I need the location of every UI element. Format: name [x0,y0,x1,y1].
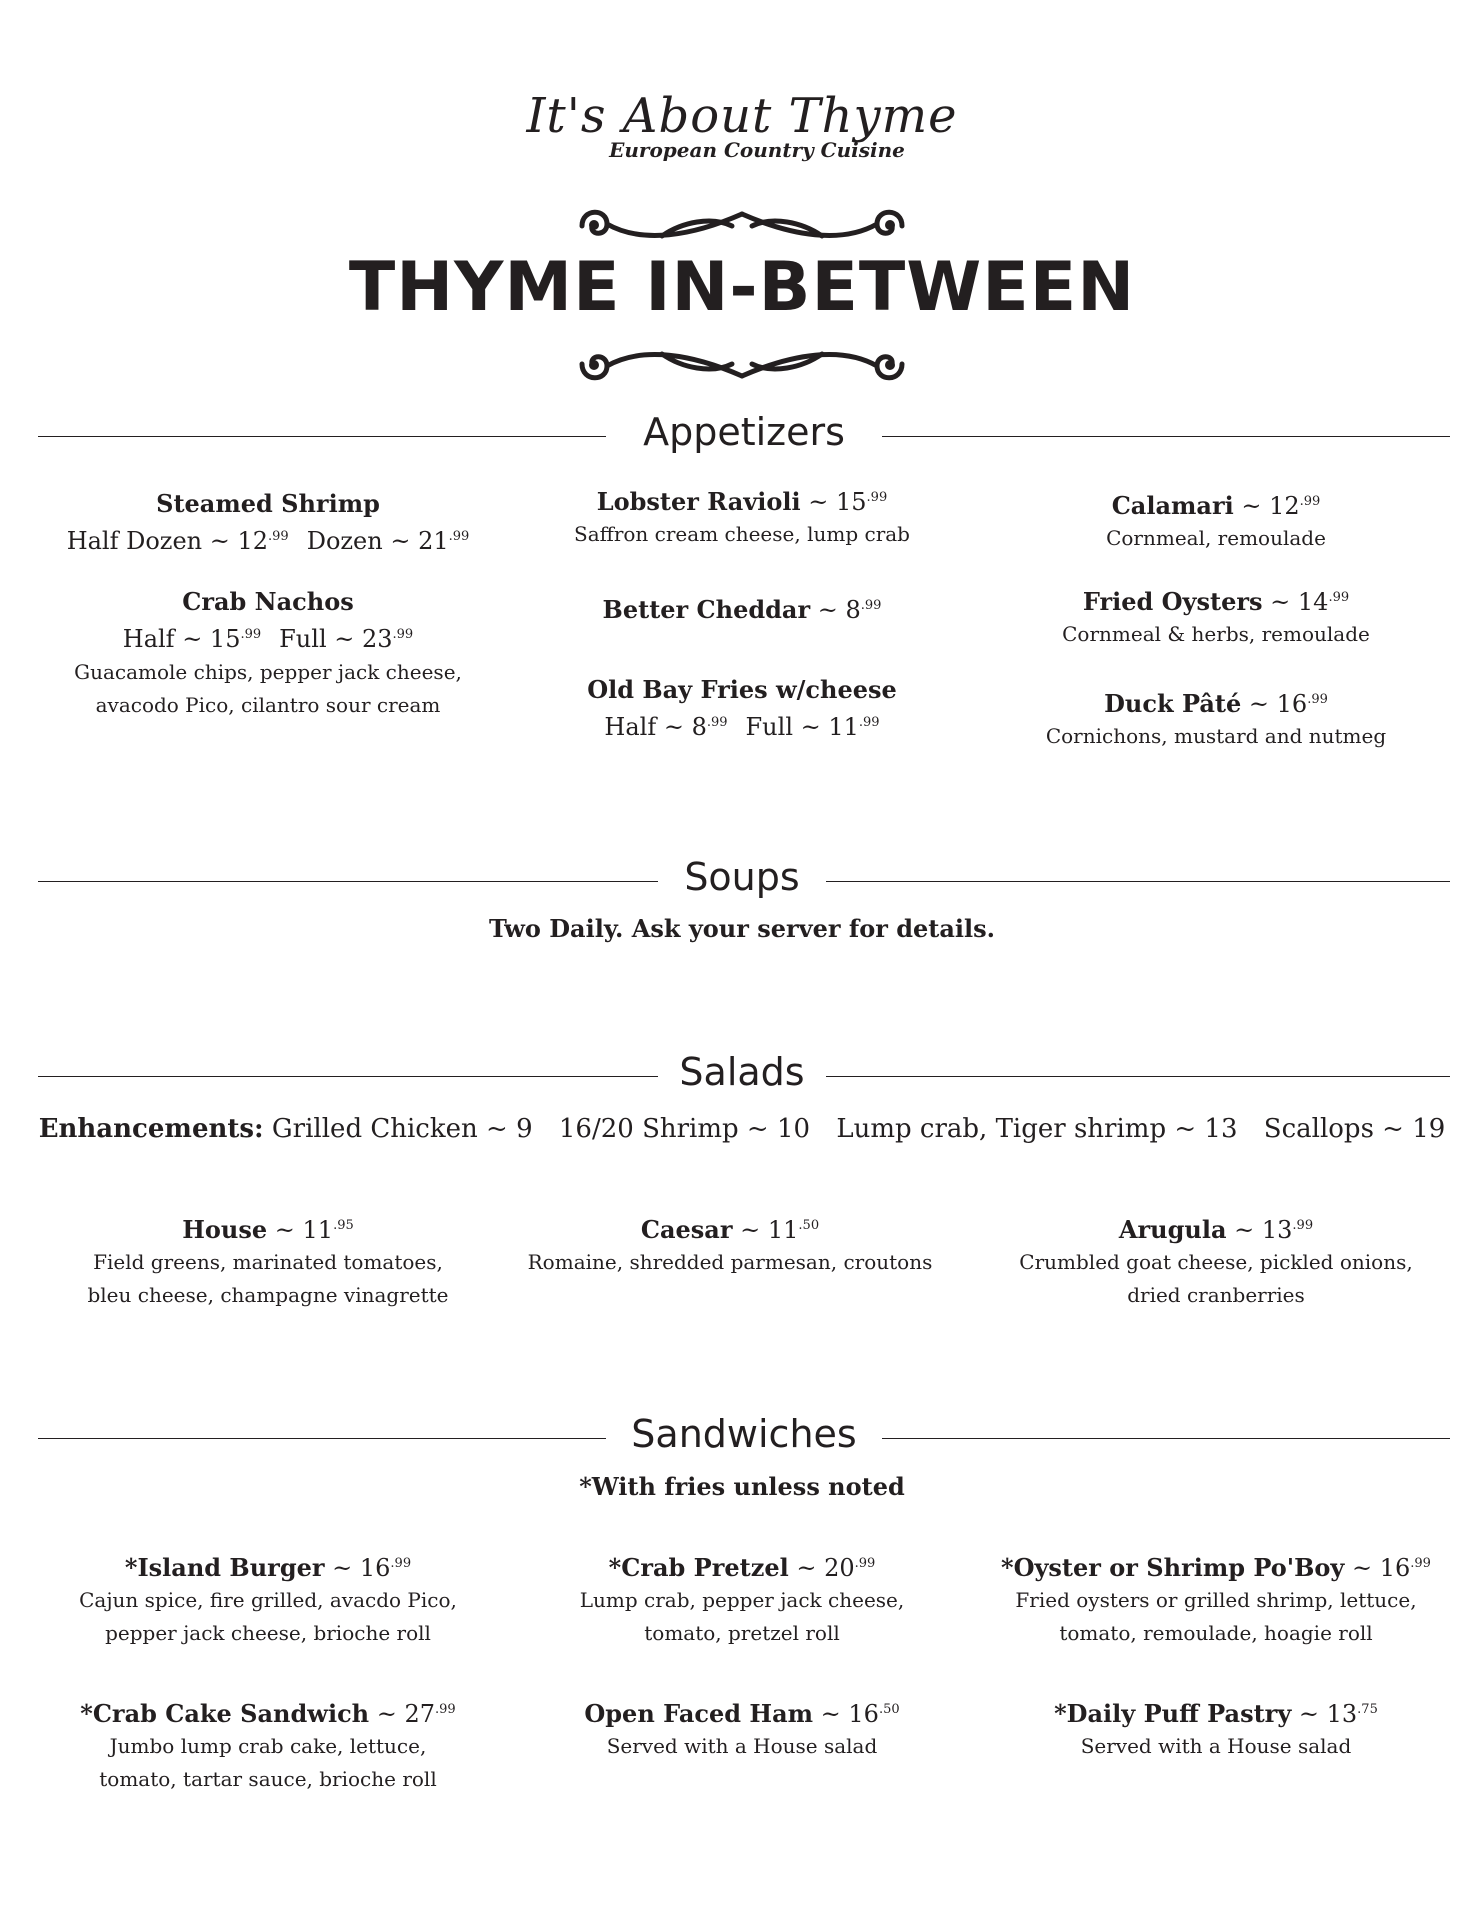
price-cents: .99 [1307,692,1328,707]
menu-item [986,586,1446,651]
item-name: Arugula [1118,1215,1227,1244]
menu-item [512,486,972,551]
appetizers-heading: Appetizers [643,410,845,454]
item-price: ~ 13 [1291,1700,1358,1728]
section-divider [38,1438,606,1439]
menu-item [38,488,498,558]
soups-note: Two Daily. Ask your server for details. [488,914,996,943]
item-name: House [182,1215,268,1244]
price-half: Half ~ 8 [604,713,707,741]
item-description: tomato, remoulade, hoagie roll [1059,1621,1373,1645]
salad-enhancements [0,1114,1484,1144]
item-description: Field greens, marinated tomatoes, [93,1250,443,1274]
item-name: Caesar [640,1215,733,1244]
item-description: pepper jack cheese, brioche roll [105,1621,431,1645]
item-description: Jumbo lump crab cake, lettuce, [109,1734,427,1758]
menu-item [512,1698,972,1763]
item-name: *Oyster or Shrimp Po'Boy [1001,1553,1345,1582]
enhancement-item: 16/20 Shrimp ~ 10 [558,1114,811,1144]
top-ornament-icon [552,196,932,256]
item-description: Cajun spice, fire grilled, avacdo Pico, [79,1588,457,1612]
item-name: Better Cheddar [602,595,811,624]
logo-tagline: European Country Cuisine [609,138,905,162]
menu-item [974,1552,1458,1650]
section-divider [826,881,1450,882]
menu-item [38,1698,498,1796]
item-price [512,706,972,744]
section-divider [826,1076,1450,1077]
section-divider [38,1076,658,1077]
item-description: Crumbled goat cheese, pickled onions, [1019,1250,1413,1274]
item-price: ~ 8 [810,596,861,624]
sandwiches-note: *With fries unless noted [579,1472,905,1501]
item-name: Fried Oysters [1082,587,1263,616]
section-divider [38,436,606,437]
menu-item [986,1214,1446,1312]
section-divider [882,436,1450,437]
item-description: Guacamole chips, pepper jack cheese, [74,660,462,684]
section-divider [882,1438,1450,1439]
item-price: ~ 11 [732,1216,799,1244]
item-price [38,520,498,558]
price-cents: .99 [866,490,888,505]
item-name: *Island Burger [124,1553,325,1582]
item-price: ~ 13 [1226,1216,1293,1244]
item-price: ~ 16 [813,1700,879,1728]
item-name: *Daily Puff Pastry [1054,1699,1292,1728]
item-name: Old Bay Fries w/cheese [587,675,897,704]
price-half: Half ~ 15 [122,625,241,653]
enhancement-item: Lump crab, Tiger shrimp ~ 13 [836,1114,1238,1144]
price-half: Half Dozen ~ 12 [66,527,269,555]
price-cents: .99 [448,529,470,544]
menu-item [986,688,1446,753]
price-dozen: Dozen ~ 21 [306,527,449,555]
item-price: ~ 16 [1344,1554,1411,1582]
menu-item [38,1552,498,1650]
item-name: *Crab Pretzel [608,1553,789,1582]
item-description: Cornmeal & herbs, remoulade [1062,622,1370,646]
price-cents: .99 [240,627,262,642]
item-price: ~ 14 [1262,588,1329,616]
item-description: bleu cheese, champagne vinagrette [87,1283,449,1307]
item-description: Saffron cream cheese, lump crab [574,522,910,546]
price-cents: .99 [435,1702,456,1717]
item-description: Served with a House salad [606,1734,878,1758]
menu-item [986,1698,1446,1763]
item-price: ~ 15 [800,488,867,516]
item-description: tomato, tartar sauce, brioche roll [99,1767,437,1791]
price-cents: .99 [1328,590,1350,605]
price-cents: .95 [333,1218,354,1233]
item-name: Lobster Ravioli [596,487,801,516]
item-price: ~ 11 [267,1216,334,1244]
price-cents: .75 [1357,1702,1378,1717]
item-price: ~ 16 [1241,690,1308,718]
menu-item [986,490,1446,555]
item-price [38,618,498,656]
enhancement-item: Scallops ~ 19 [1263,1114,1446,1144]
price-cents: .99 [1292,1218,1314,1233]
price-cents: .99 [1410,1556,1431,1571]
item-price: ~ 27 [369,1700,436,1728]
menu-item [512,594,972,626]
enhancements-label: Enhancements: [38,1114,264,1144]
item-description: Lump crab, pepper jack cheese, [579,1588,905,1612]
price-full: Full ~ 11 [745,713,859,741]
sandwiches-heading: Sandwiches [631,1412,857,1456]
menu-item [512,674,972,744]
item-name: Duck Pâté [1104,689,1242,718]
enhancement-item: Grilled Chicken ~ 9 [271,1114,533,1144]
bottom-ornament-icon [552,334,932,394]
item-description: Fried oysters or grilled shrimp, lettuce, [1015,1588,1417,1612]
soups-heading: Soups [684,855,800,899]
price-cents: .99 [268,529,289,544]
item-name: *Crab Cake Sandwich [80,1699,370,1728]
price-cents: .50 [798,1218,820,1233]
item-name: Calamari [1111,491,1234,520]
menu-item [38,586,498,722]
item-price: ~ 12 [1233,492,1300,520]
item-description: Cornichons, mustard and nutmeg [1045,724,1387,748]
item-description: tomato, pretzel roll [644,1621,840,1645]
price-cents: .99 [1299,494,1321,509]
item-description: Served with a House salad [1080,1734,1352,1758]
price-full: Full ~ 23 [279,625,393,653]
item-description: Romaine, shredded parmesan, croutons [527,1250,933,1274]
price-cents: .99 [860,598,882,613]
logo-script: It's About Thyme [526,88,958,144]
item-name: Crab Nachos [182,587,354,616]
price-cents: .99 [390,1556,412,1571]
menu-item [500,1214,960,1279]
menu-item [512,1552,972,1650]
item-name: Steamed Shrimp [156,489,380,518]
price-cents: .99 [858,715,880,730]
page-title: THYME IN-BETWEEN [348,248,1136,327]
price-cents: .99 [392,627,414,642]
item-description: dried cranberries [1127,1283,1305,1307]
section-divider [38,881,658,882]
item-name: Open Faced Ham [584,1699,814,1728]
item-description: Cornmeal, remoulade [1106,526,1326,550]
menu-item [38,1214,498,1312]
item-price: ~ 16 [324,1554,391,1582]
price-cents: .99 [854,1556,876,1571]
price-cents: .99 [706,715,728,730]
price-cents: .50 [878,1702,900,1717]
item-price: ~ 20 [788,1554,855,1582]
salads-heading: Salads [679,1050,805,1094]
item-description: avacodo Pico, cilantro sour cream [95,693,441,717]
